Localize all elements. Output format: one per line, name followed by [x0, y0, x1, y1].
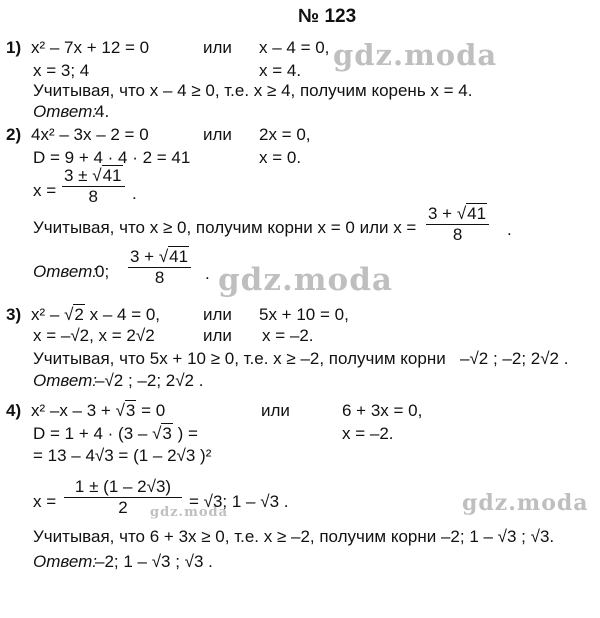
problem-1-note: Учитывая, что x – 4 ≥ 0, т.е. x ≥ 4, получим корень x = 4.: [33, 81, 473, 100]
problem-4-discriminant-2: = 13 – 4√3 = (1 – 2√3 )²: [33, 446, 212, 465]
problem-4-roots: = √3; 1 – √3 .: [189, 492, 289, 511]
problem-4-equation-a: x² –x – 3 + √3 = 0: [31, 401, 166, 420]
problem-4-discriminant-radicand: 3: [162, 424, 172, 443]
problem-4-discriminant-start: D = 1 + 4 · (3 –: [33, 424, 148, 443]
problem-3-equation-a-radicand: 2: [74, 305, 84, 324]
problem-4-discriminant-end: ) =: [177, 424, 198, 443]
problem-2-equation-b: 2x = 0,: [259, 125, 311, 144]
problem-title: № 123: [298, 6, 357, 27]
problem-4-discriminant: D = 1 + 4 · (3 – √3 ) =: [33, 424, 198, 443]
problem-4-root-b: x = –2.: [342, 424, 394, 443]
problem-4-x-equals: x =: [33, 492, 57, 511]
problem-1-roots-a: x = 3; 4: [33, 61, 90, 80]
problem-4-note: Учитывая, что 6 + 3x ≥ 0, т.е. x ≥ –2, получим корни –2; 1 – √3 ; √3.: [33, 527, 555, 546]
problem-3-equation-b: 5x + 10 = 0,: [259, 305, 349, 324]
problem-2-note-numerator: 3 +: [428, 204, 453, 223]
problem-4-number: 4): [6, 401, 22, 420]
problem-4-fraction-numerator: 1 ± (1 – 2√3): [64, 477, 182, 498]
problem-4-equation-a-start: x² –x – 3 +: [31, 401, 111, 420]
problem-2-answer-fraction: $\frac{3 + √41}{8}$: [128, 247, 191, 288]
problem-2-answer-zero: 0;: [95, 262, 110, 281]
watermark-right: gdz.moda: [462, 490, 589, 516]
problem-2-equation-a: 4x² – 3x – 2 = 0: [31, 125, 149, 144]
problem-1-answer: 4.: [95, 102, 110, 121]
problem-4-equation-a-end: = 0: [141, 401, 166, 420]
problem-2-fraction-numerator: 3 ±: [64, 166, 88, 185]
problem-3-ili-2: или: [203, 326, 232, 345]
problem-4-answer: –2; 1 – √3 ; √3 .: [95, 552, 213, 571]
problem-4-equation-b: 6 + 3x = 0,: [342, 401, 423, 420]
problem-2-note-radicand: 41: [467, 204, 487, 223]
watermark-middle: gdz.moda: [218, 262, 393, 298]
problem-1-number: 1): [6, 38, 22, 57]
problem-3-roots-a: x = –√2, x = 2√2: [33, 326, 155, 345]
problem-1-roots-b: x = 4.: [259, 61, 302, 80]
watermark-top: gdz.moda: [333, 38, 498, 72]
problem-2-fraction-period: .: [132, 184, 137, 203]
problem-3-equation-a: x² – √2 x – 4 = 0,: [31, 305, 161, 324]
problem-2-number: 2): [6, 125, 22, 144]
problem-2-root-fraction: $\frac{3 \pm √41}{8}$: [62, 166, 125, 207]
problem-2-note-period: .: [507, 220, 512, 239]
problem-4-root-fraction: [64, 477, 182, 518]
problem-3-note-roots: –√2 ; –2; 2√2 .: [460, 349, 569, 368]
problem-1-ili: или: [203, 38, 232, 57]
problem-1-equation-a: x² – 7x + 12 = 0: [31, 38, 150, 57]
watermark-small: gdz.moda: [150, 505, 229, 520]
problem-2-answer-period: .: [205, 264, 210, 283]
problem-3-note: Учитывая, что 5x + 10 ≥ 0, т.е. x ≥ –2, получим корни: [33, 349, 446, 368]
problem-2-fraction-radicand: 41: [102, 166, 122, 185]
problem-1-equation-b: x – 4 = 0,: [259, 38, 330, 57]
problem-2-discriminant: D = 9 + 4 · 4 · 2 = 41: [33, 148, 191, 167]
problem-4-equation-a-radicand: 3: [125, 401, 136, 420]
problem-4-answer-label: Ответ:: [33, 552, 98, 571]
problem-2-answer-denominator: 8: [154, 268, 165, 287]
problem-2-note-denominator: 8: [452, 225, 463, 244]
problem-3-equation-a-end: x – 4 = 0,: [89, 305, 161, 324]
problem-3-ili: или: [203, 305, 232, 324]
problem-4-fraction-denominator: 2: [118, 498, 128, 517]
problem-3-number: 3): [6, 305, 22, 324]
problem-2-answer-numerator: 3 +: [130, 247, 155, 266]
problem-1-answer-label: Ответ:: [33, 102, 98, 121]
problem-2-x-equals: x =: [33, 181, 57, 200]
problem-2-ili: или: [203, 125, 232, 144]
problem-4-ili: или: [261, 401, 290, 420]
problem-3-answer-label: Ответ:: [33, 371, 98, 390]
problem-3-root-b: x = –2.: [262, 326, 314, 345]
problem-2-root-b: x = 0.: [259, 148, 302, 167]
problem-2-answer-radicand: 41: [169, 247, 189, 266]
problem-2-note-fraction: $\frac{3 + √41}{8}$: [426, 204, 489, 245]
problem-3-equation-a-start: x² –: [31, 305, 60, 324]
problem-3-answer: –√2 ; –2; 2√2 .: [95, 371, 204, 390]
problem-2-answer-label: Ответ:: [33, 262, 98, 281]
problem-2-fraction-denominator: 8: [88, 187, 98, 206]
problem-2-note: Учитывая, что x ≥ 0, получим корни x = 0 или x =: [33, 218, 417, 237]
